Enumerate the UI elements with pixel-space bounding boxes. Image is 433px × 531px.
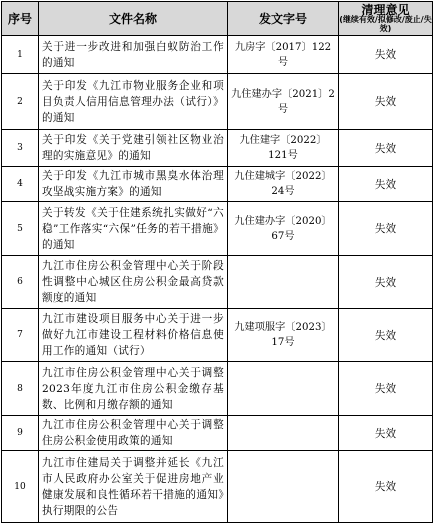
seq-cell: 4: [2, 167, 39, 202]
name-cell: 关于印发《关于党建引领社区物业治理的实施意见》的通知: [39, 130, 228, 167]
opinion-cell: 失效: [339, 74, 433, 130]
table-row: [2, 74, 433, 130]
name-cell: 关于转发《关于住建系统扎实做好“六稳”工作落实“六保”任务的若干措施》的通知: [39, 202, 228, 256]
seq-cell: 10: [2, 451, 39, 523]
table-row: [2, 256, 433, 309]
doc-no-cell: 九房字〔2017〕122号: [228, 36, 339, 74]
table-row: [2, 416, 433, 451]
opinion-cell: 失效: [339, 36, 433, 74]
name-cell: 九江市住房公积金管理中心关于阶段性调整中心城区住房公积金最高贷款额度的通知: [39, 256, 228, 309]
seq-cell: 1: [2, 36, 39, 74]
name-cell: 关于进一步改进和加强白蚁防治工作的通知: [39, 36, 228, 74]
header-opinion: [339, 2, 433, 36]
table-row: [2, 309, 433, 362]
table-row: [2, 36, 433, 74]
seq-cell: 5: [2, 202, 39, 256]
doc-no-cell: 九住建字〔2022〕121号: [228, 130, 339, 167]
table-row: [2, 202, 433, 256]
seq-cell: 7: [2, 309, 39, 362]
opinion-cell: 失效: [339, 416, 433, 451]
seq-cell: 3: [2, 130, 39, 167]
name-cell: 九江市住房公积金管理中心关于调整2023年度九江市住房公积金缴存基数、比例和月缴存额的通知: [39, 362, 228, 416]
doc-no-cell: 九建项服字〔2023〕17号: [228, 309, 339, 362]
header-seq: 序号: [2, 2, 39, 36]
seq-cell: 9: [2, 416, 39, 451]
header-row: [2, 2, 433, 36]
table-row: [2, 451, 433, 523]
table-row: [2, 130, 433, 167]
name-cell: 九江市住建局关于调整并延长《九江市人民政府办公室关于促进房地产业健康发展和良性循环若干措施的通知》执行期限的公告: [39, 451, 228, 523]
header-doc-no: 发文字号: [228, 2, 339, 36]
header-opinion-sub: (继续有效/拟修改/废止/失效): [339, 15, 432, 33]
name-cell: 关于印发《九江市物业服务企业和项目负责人信用信息管理办法（试行）》的通知: [39, 74, 228, 130]
opinion-cell: 失效: [339, 309, 433, 362]
doc-no-cell: [228, 451, 339, 523]
opinion-cell: 失效: [339, 202, 433, 256]
opinion-cell: 失效: [339, 451, 433, 523]
doc-no-cell: [228, 416, 339, 451]
header-name: 文件名称: [39, 2, 228, 36]
opinion-cell: 失效: [339, 130, 433, 167]
doc-no-cell: 九住建城字〔2022〕24号: [228, 167, 339, 202]
opinion-cell: 失效: [339, 167, 433, 202]
seq-cell: 6: [2, 256, 39, 309]
header-opinion-main: 清理意见: [361, 2, 410, 17]
doc-no-cell: [228, 362, 339, 416]
opinion-cell: 失效: [339, 362, 433, 416]
name-cell: 九江市住房公积金管理中心关于调整住房公积金使用政策的通知: [39, 416, 228, 451]
doc-no-cell: [228, 256, 339, 309]
doc-no-cell: 九住建办字〔2021〕2号: [228, 74, 339, 130]
seq-cell: 2: [2, 74, 39, 130]
cleanup-table: [1, 1, 433, 523]
seq-cell: 8: [2, 362, 39, 416]
table-row: [2, 362, 433, 416]
table-row: [2, 167, 433, 202]
doc-no-cell: 九住建办字〔2020〕67号: [228, 202, 339, 256]
opinion-cell: 失效: [339, 256, 433, 309]
name-cell: 关于印发《九江市城市黑臭水体治理攻坚战实施方案》的通知: [39, 167, 228, 202]
name-cell: 九江市建设项目服务中心关于进一步做好九江市建设工程材料价格信息使用工作的通知（试行）: [39, 309, 228, 362]
